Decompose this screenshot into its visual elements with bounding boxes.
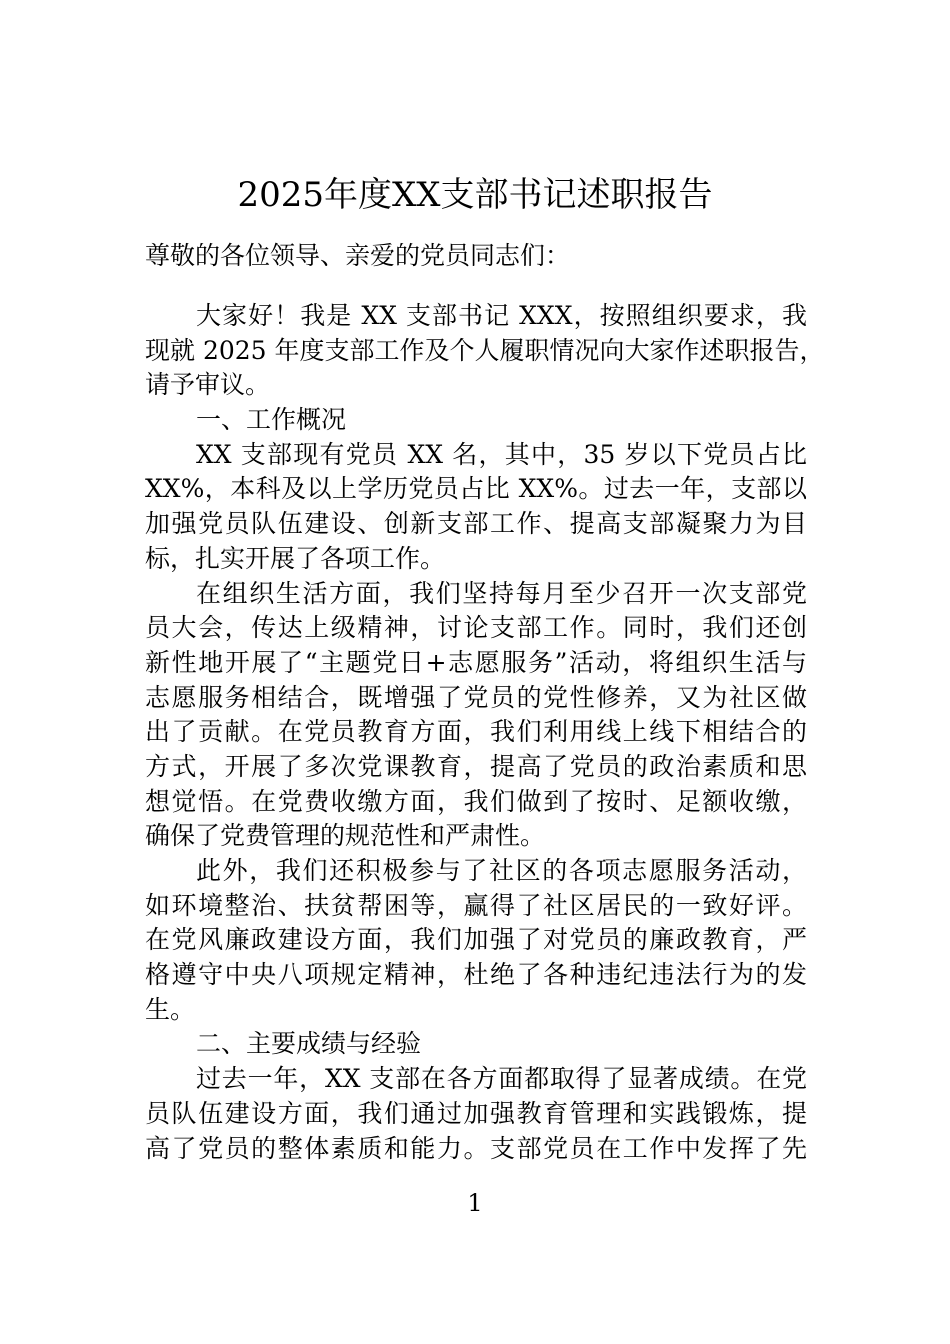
paragraph — [145, 403, 807, 438]
paragraph-line: 现就 2025 年度支部工作及个人履职情况向大家作述职报告， — [145, 335, 825, 365]
document-title: 2025年度XX支部书记述职报告 — [237, 175, 713, 215]
paragraph-line: 想觉悟。在党费收缴方面，我们做到了按时、足额收缴， — [145, 786, 807, 816]
paragraph-line: 确保了党费管理的规范性和严肃性。 — [145, 821, 546, 851]
paragraph-line: 格遵守中央八项规定精神，杜绝了各种违纪违法行为的发 — [145, 960, 807, 990]
paragraph-line: 在党风廉政建设方面，我们加强了对党员的廉政教育，严 — [145, 925, 807, 955]
paragraph — [145, 577, 807, 855]
paragraph-line: XX%，本科及以上学历党员占比 XX%。过去一年，支部以 — [145, 474, 807, 504]
paragraph — [145, 854, 807, 1027]
paragraph-line: 生。 — [145, 994, 196, 1024]
paragraph-line: 在组织生活方面，我们坚持每月至少召开一次支部党 — [196, 578, 807, 608]
paragraph-line: 二、主要成绩与经验 — [196, 1029, 422, 1059]
paragraph-line: 新性地开展了“主题党日+志愿服务”活动，将组织生活与 — [145, 647, 807, 677]
paragraph-line: 加强党员队伍建设、创新支部工作、提高支部凝聚力为目 — [145, 509, 807, 539]
paragraph-line: 一、工作概况 — [196, 405, 347, 435]
paragraph-line: 出了贡献。在党员教育方面，我们利用线上线下相结合的 — [145, 717, 807, 747]
paragraph-line: 请予审议。 — [145, 370, 271, 400]
paragraph-line: 志愿服务相结合，既增强了党员的党性修养，又为社区做 — [145, 682, 807, 712]
paragraph-line: 员队伍建设方面，我们通过加强教育管理和实践锻炼，提 — [145, 1098, 807, 1128]
paragraph-line: 如环境整治、扶贫帮困等，赢得了社区居民的一致好评。 — [145, 890, 807, 920]
document-body — [145, 299, 825, 1166]
paragraph-line: 高了党员的整体素质和能力。支部党员在工作中发挥了先 — [145, 1133, 807, 1163]
salutation: 尊敬的各位领导、亲爱的党员同志们： — [145, 241, 571, 270]
paragraph — [145, 1062, 807, 1166]
paragraph-line: 标，扎实开展了各项工作。 — [145, 543, 446, 573]
page-number: 1 — [467, 1189, 483, 1217]
paragraph-line: 方式，开展了多次党课教育，提高了党员的政治素质和思 — [145, 751, 807, 781]
paragraph-line: 员大会，传达上级精神，讨论支部工作。同时，我们还创 — [145, 613, 807, 643]
paragraph-line: XX 支部现有党员 XX 名，其中，35 岁以下党员占比 — [196, 439, 807, 469]
paragraph-line: 此外，我们还积极参与了社区的各项志愿服务活动， — [196, 856, 807, 885]
paragraph-line: 大家好！我是 XX 支部书记 XXX，按照组织要求，我 — [196, 301, 807, 330]
paragraph-line: 过去一年，XX 支部在各方面都取得了显著成绩。在党 — [196, 1064, 807, 1094]
paragraph — [145, 1027, 807, 1062]
paragraph — [145, 438, 807, 577]
paragraph — [145, 299, 825, 403]
